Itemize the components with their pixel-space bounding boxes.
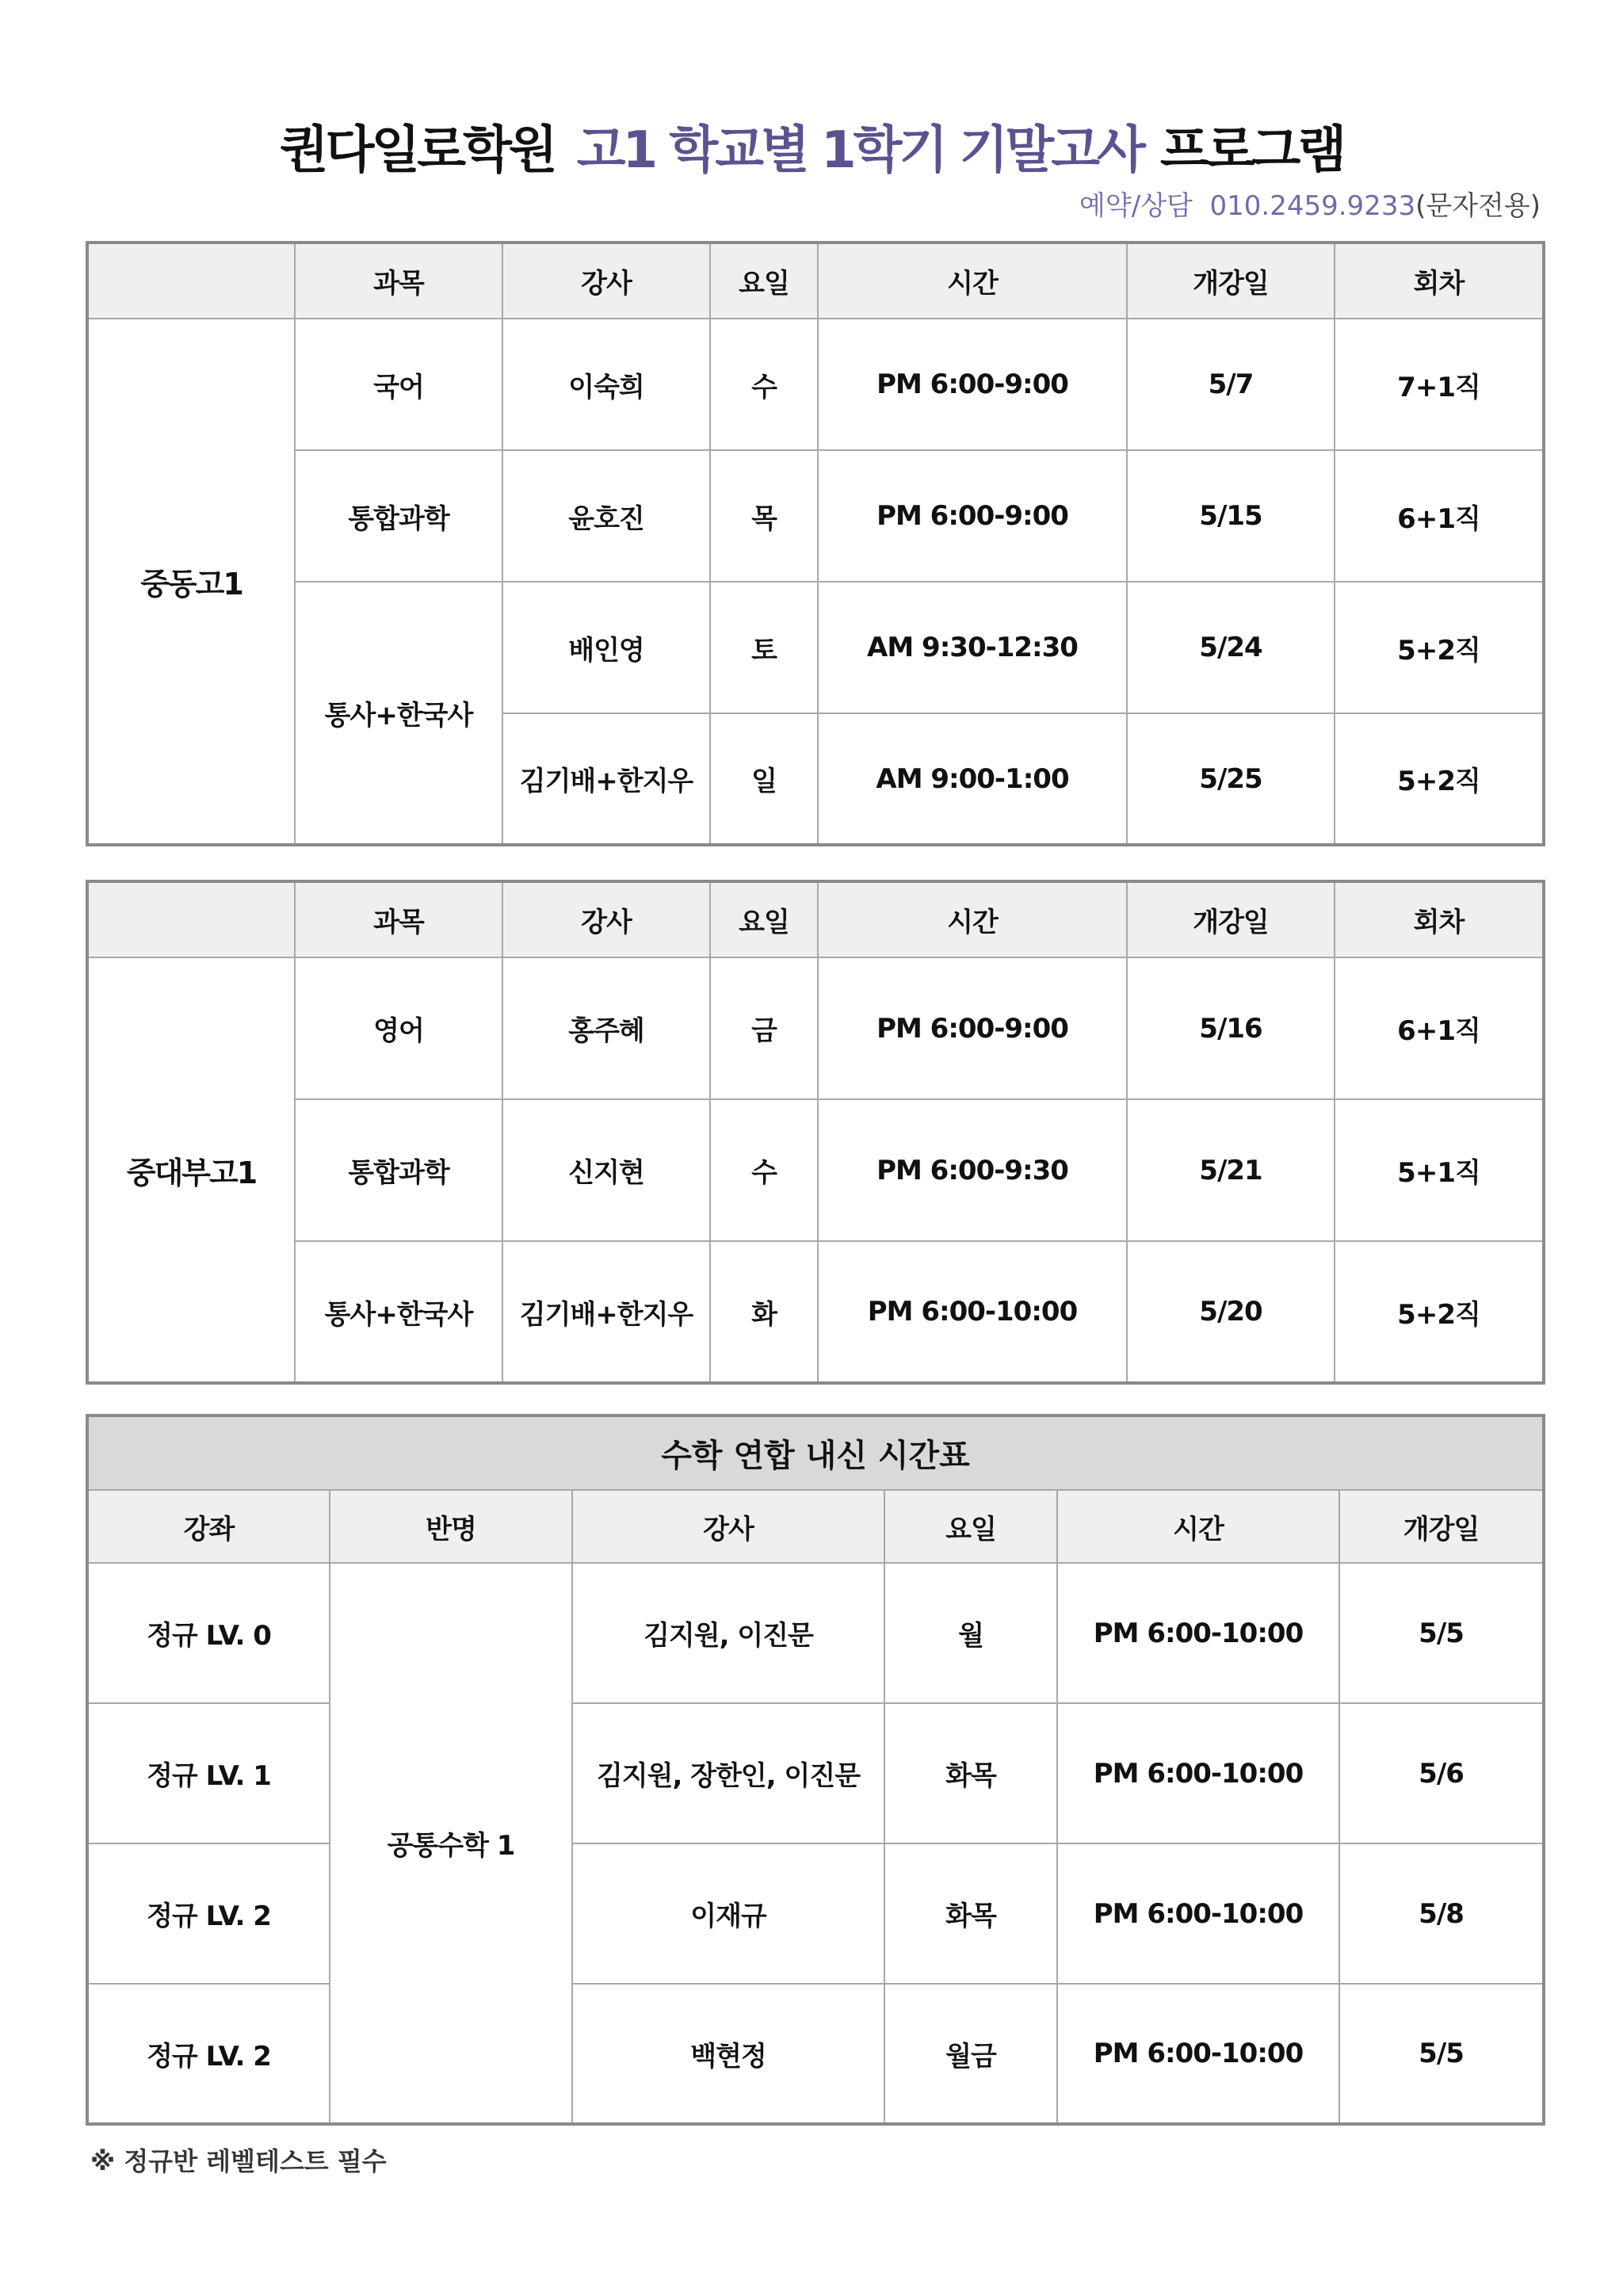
header-cell-subject: 과목 bbox=[295, 881, 502, 957]
header-cell-time: 시간 bbox=[818, 243, 1127, 319]
class-name-cell: 공통수학 1 bbox=[330, 1563, 572, 2124]
header-cell-teacher: 강사 bbox=[502, 243, 710, 319]
math-joint-schedule-table bbox=[86, 1414, 1545, 2126]
header-cell-empty bbox=[87, 881, 295, 957]
header-cell-sessions: 회차 bbox=[1335, 881, 1544, 957]
table-row bbox=[87, 1241, 1544, 1383]
teacher-cell: 배인영 bbox=[502, 582, 710, 713]
table-row bbox=[87, 1563, 1544, 1703]
header-cell-day: 요일 bbox=[710, 881, 818, 957]
start-date-cell: 5/16 bbox=[1127, 957, 1335, 1099]
header-cell-empty bbox=[87, 243, 295, 319]
title-program: 프로그램 bbox=[1159, 121, 1344, 180]
teacher-cell: 김기배+한지우 bbox=[502, 713, 710, 845]
header-cell-start: 개강일 bbox=[1127, 243, 1335, 319]
table-header-row bbox=[87, 243, 1544, 319]
subject-cell: 국어 bbox=[295, 319, 502, 450]
time-cell: PM 6:00-10:00 bbox=[1057, 1843, 1339, 1984]
header-cell-start: 개강일 bbox=[1127, 881, 1335, 957]
start-date-cell: 5/8 bbox=[1339, 1843, 1544, 1984]
table-header-row bbox=[87, 881, 1544, 957]
title-subtitle: 고1 학교별 1학기 기말고사 bbox=[576, 121, 1143, 180]
header-cell-time: 시간 bbox=[818, 881, 1127, 957]
table-row bbox=[87, 1099, 1544, 1241]
teacher-cell: 김지원, 장한인, 이진문 bbox=[572, 1703, 884, 1843]
time-cell: AM 9:30-12:30 bbox=[818, 582, 1127, 713]
time-cell: PM 6:00-9:00 bbox=[818, 450, 1127, 582]
course-cell: 정규 LV. 1 bbox=[87, 1703, 330, 1843]
start-date-cell: 5/6 bbox=[1339, 1703, 1544, 1843]
sessions-cell: 6+1직 bbox=[1335, 450, 1544, 582]
header-cell-day: 요일 bbox=[710, 243, 818, 319]
course-cell: 정규 LV. 2 bbox=[87, 1843, 330, 1984]
start-date-cell: 5/21 bbox=[1127, 1099, 1335, 1241]
header-cell-class: 반명 bbox=[330, 1490, 572, 1563]
time-cell: PM 6:00-10:00 bbox=[818, 1241, 1127, 1383]
contact-info bbox=[1079, 184, 1541, 223]
page-title bbox=[0, 109, 1623, 182]
time-cell: PM 6:00-10:00 bbox=[1057, 1984, 1339, 2124]
teacher-cell: 백현정 bbox=[572, 1984, 884, 2124]
academy-name: 퀀다일로학원 bbox=[279, 121, 555, 180]
time-cell: AM 9:00-1:00 bbox=[818, 713, 1127, 845]
teacher-cell: 이숙희 bbox=[502, 319, 710, 450]
header-cell-teacher: 강사 bbox=[502, 881, 710, 957]
table-header-row bbox=[87, 1490, 1544, 1563]
header-cell-day: 요일 bbox=[884, 1490, 1057, 1563]
day-cell: 수 bbox=[710, 319, 818, 450]
subject-cell: 영어 bbox=[295, 957, 502, 1099]
table-row bbox=[87, 1843, 1544, 1984]
schedule-table-jungdaebu bbox=[86, 880, 1545, 1385]
day-cell: 목 bbox=[710, 450, 818, 582]
subject-cell: 통합과학 bbox=[295, 450, 502, 582]
time-cell: PM 6:00-9:30 bbox=[818, 1099, 1127, 1241]
time-cell: PM 6:00-10:00 bbox=[1057, 1563, 1339, 1703]
sessions-cell: 6+1직 bbox=[1335, 957, 1544, 1099]
table-caption-row bbox=[87, 1415, 1544, 1490]
teacher-cell: 김기배+한지우 bbox=[502, 1241, 710, 1383]
header-cell-start: 개강일 bbox=[1339, 1490, 1544, 1563]
day-cell: 화 bbox=[710, 1241, 818, 1383]
table-row bbox=[87, 1984, 1544, 2124]
start-date-cell: 5/25 bbox=[1127, 713, 1335, 845]
teacher-cell: 신지현 bbox=[502, 1099, 710, 1241]
day-cell: 토 bbox=[710, 582, 818, 713]
teacher-cell: 윤호진 bbox=[502, 450, 710, 582]
time-cell: PM 6:00-10:00 bbox=[1057, 1703, 1339, 1843]
day-cell: 일 bbox=[710, 713, 818, 845]
sessions-cell: 7+1직 bbox=[1335, 319, 1544, 450]
sessions-cell: 5+2직 bbox=[1335, 582, 1544, 713]
school-name: 중대부고1 bbox=[87, 957, 295, 1383]
course-cell: 정규 LV. 0 bbox=[87, 1563, 330, 1703]
day-cell: 금 bbox=[710, 957, 818, 1099]
course-cell: 정규 LV. 2 bbox=[87, 1984, 330, 2124]
contact-phone[interactable]: 010.2459.9233 bbox=[1209, 190, 1416, 222]
table-row bbox=[87, 319, 1544, 450]
subject-cell: 통합과학 bbox=[295, 1099, 502, 1241]
schedule-table-jungdong bbox=[86, 241, 1545, 846]
footnote: ※ 정규반 레벨테스트 필수 bbox=[90, 2146, 387, 2176]
header-cell-teacher: 강사 bbox=[572, 1490, 884, 1563]
table-row bbox=[87, 957, 1544, 1099]
sessions-cell: 5+1직 bbox=[1335, 1099, 1544, 1241]
day-cell: 화목 bbox=[884, 1843, 1057, 1984]
table-row bbox=[87, 1703, 1544, 1843]
school-name: 중동고1 bbox=[87, 319, 295, 845]
header-cell-subject: 과목 bbox=[295, 243, 502, 319]
sessions-cell: 5+2직 bbox=[1335, 1241, 1544, 1383]
start-date-cell: 5/7 bbox=[1127, 319, 1335, 450]
start-date-cell: 5/20 bbox=[1127, 1241, 1335, 1383]
day-cell: 화목 bbox=[884, 1703, 1057, 1843]
start-date-cell: 5/5 bbox=[1339, 1563, 1544, 1703]
contact-label: 예약/상담 bbox=[1079, 190, 1193, 222]
start-date-cell: 5/24 bbox=[1127, 582, 1335, 713]
teacher-cell: 홍주혜 bbox=[502, 957, 710, 1099]
start-date-cell: 5/5 bbox=[1339, 1984, 1544, 2124]
teacher-cell: 김지원, 이진문 bbox=[572, 1563, 884, 1703]
day-cell: 수 bbox=[710, 1099, 818, 1241]
header-cell-time: 시간 bbox=[1057, 1490, 1339, 1563]
header-cell-course: 강좌 bbox=[87, 1490, 330, 1563]
table-caption: 수학 연합 내신 시간표 bbox=[87, 1415, 1544, 1490]
start-date-cell: 5/15 bbox=[1127, 450, 1335, 582]
time-cell: PM 6:00-9:00 bbox=[818, 319, 1127, 450]
teacher-cell: 이재규 bbox=[572, 1843, 884, 1984]
header-cell-sessions: 회차 bbox=[1335, 243, 1544, 319]
day-cell: 월 bbox=[884, 1563, 1057, 1703]
table-row bbox=[87, 582, 1544, 713]
day-cell: 월금 bbox=[884, 1984, 1057, 2124]
table-row bbox=[87, 450, 1544, 582]
time-cell: PM 6:00-9:00 bbox=[818, 957, 1127, 1099]
subject-cell: 통사+한국사 bbox=[295, 582, 502, 845]
contact-suffix: (문자전용) bbox=[1415, 190, 1541, 222]
subject-cell: 통사+한국사 bbox=[295, 1241, 502, 1383]
sessions-cell: 5+2직 bbox=[1335, 713, 1544, 845]
